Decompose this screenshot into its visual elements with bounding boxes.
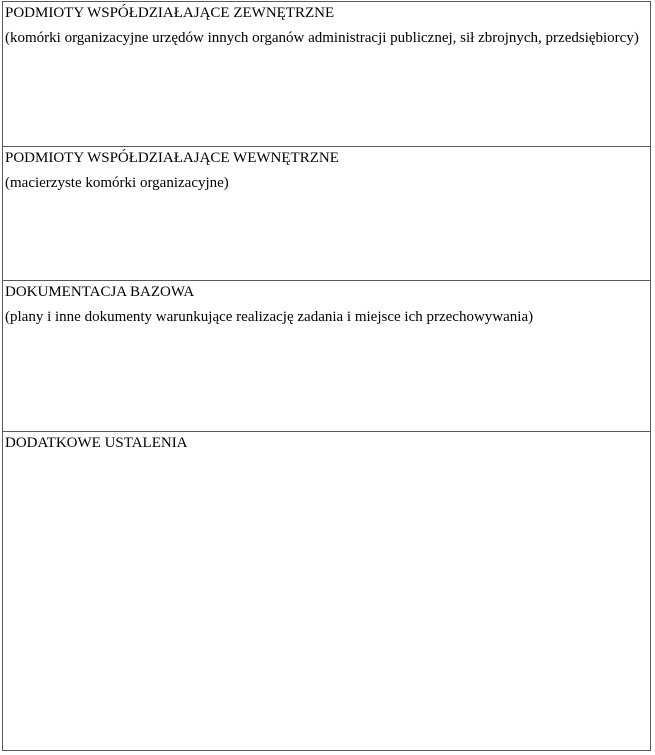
section-note: (macierzyste komórki organizacyjne) — [5, 175, 229, 191]
section-heading: DOKUMENTACJA BAZOWA — [5, 284, 195, 300]
section-heading: PODMIOTY WSPÓŁDZIAŁAJĄCE WEWNĘTRZNE — [5, 150, 339, 166]
section-note: (komórki organizacyjne urzędów innych organów administracji publicznej, sił zbrojnych, przedsiębiorcy) — [5, 30, 639, 46]
internal-entities-section — [3, 147, 650, 281]
form-table — [2, 1, 651, 751]
external-entities-section — [3, 2, 650, 147]
base-documentation-section — [3, 281, 650, 432]
section-heading: DODATKOWE USTALENIA — [5, 435, 188, 451]
section-note: (plany i inne dokumenty warunkujące realizację zadania i miejsce ich przechowywania) — [5, 309, 534, 325]
section-heading: PODMIOTY WSPÓŁDZIAŁAJĄCE ZEWNĘTRZNE — [5, 5, 335, 21]
additional-arrangements-section — [3, 432, 650, 750]
